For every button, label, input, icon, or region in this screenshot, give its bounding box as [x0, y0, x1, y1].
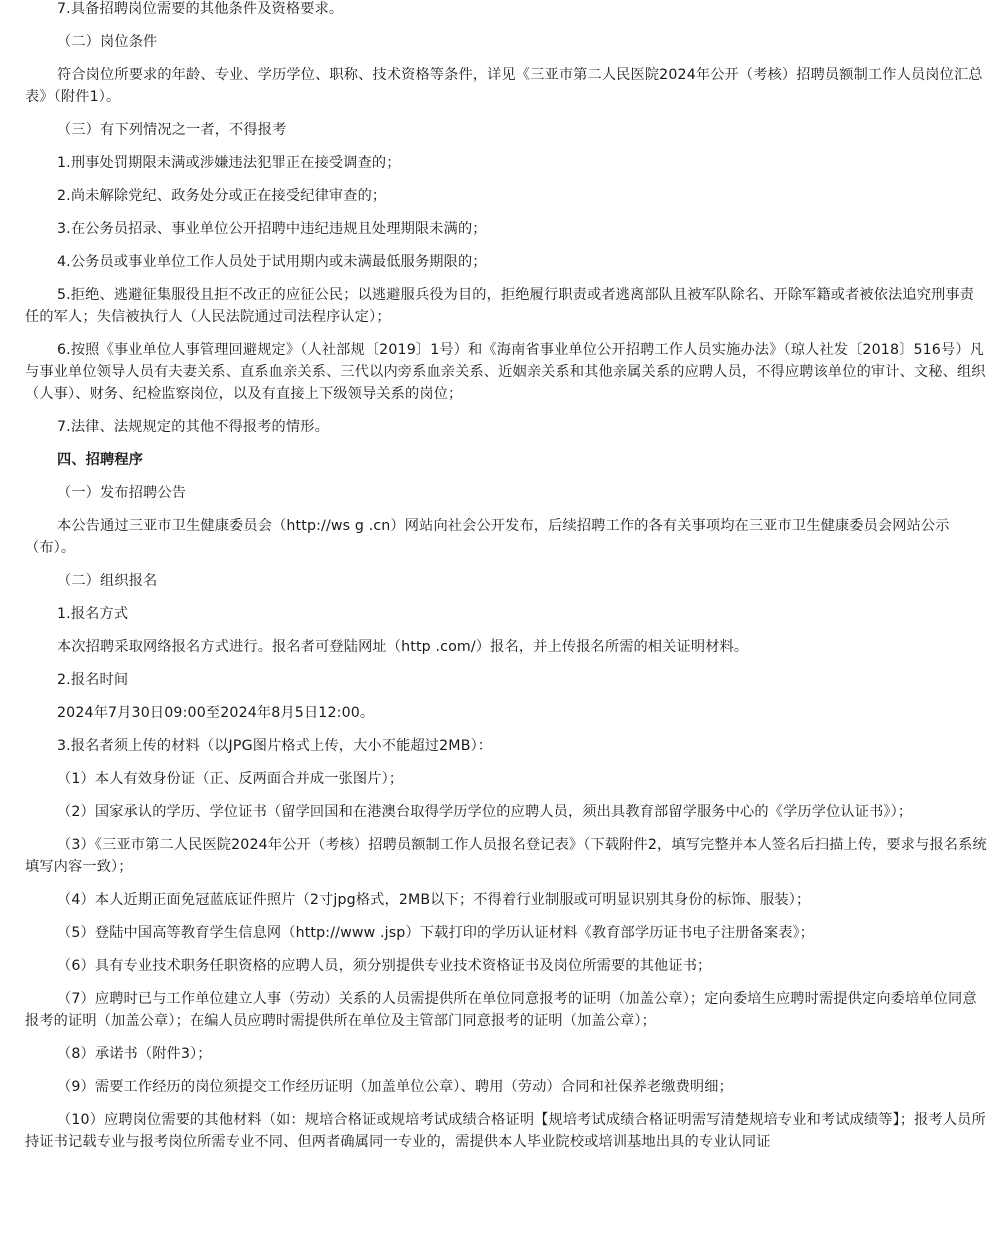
paragraph-registration-method: 本次招聘采取网络报名方式进行。报名者可登陆网址（http .com/）报名，并上传报名所需的相关证明材料。	[57, 639, 749, 655]
paragraph-publish-announcement: 本公告通过三亚市卫生健康委员会（http://ws g .cn）网站向社会公开发布，后续招聘工作的各有关事项均在三亚市卫生健康委员会网站公示（布）。	[25, 518, 950, 556]
material-item-3: （3）《三亚市第二人民医院2024年公开（考核）招聘员额制工作人员报名登记表》（下载附件2，填写完整并本人签名后扫描上传，要求与报名系统填写内容一致）；	[25, 837, 987, 875]
material-item-8: （8）承诺书（附件3）；	[57, 1046, 212, 1062]
ineligible-item-6: 6.按照《事业单位人事管理回避规定》（人社部规〔2019〕1号）和《海南省事业单位公开招聘工作人员实施办法》（琼人社发〔2018〕516号）凡与事业单位领导人员有夫妻关系、直系血亲关系、三代以内旁系血亲关系、近姻亲关系和其他亲属关系的应聘人员，不得应聘该单位的审计、文秘、组织（人事）、财务、纪检监察岗位，以及有直接上下级领导关系的岗位；	[25, 342, 986, 402]
subsection-registration-time: 2.报名时间	[57, 672, 129, 688]
subsection-registration-method: 1.报名方式	[57, 606, 129, 622]
material-item-4: （4）本人近期正面免冠蓝底证件照片（2寸jpg格式，2MB以下；不得着行业制服或可明显识别其身份的标饰、服装）；	[57, 892, 811, 908]
ineligible-item-5: 5.拒绝、逃避征集服役且拒不改正的应征公民；以逃避服兵役为目的，拒绝履行职责或者逃离部队且被军队除名、开除军籍或者被依法追究刑事责任的军人；失信被执行人（人民法院通过司法程序认定）；	[25, 287, 975, 325]
section-heading-recruitment-procedure: 四、招聘程序	[57, 452, 144, 468]
material-item-1: （1）本人有效身份证（正、反两面合并成一张图片）；	[57, 771, 404, 787]
section-organize-registration: （二）组织报名	[57, 573, 158, 589]
material-item-6: （6）具有专业技术职务任职资格的应聘人员，须分别提供专业技术资格证书及岗位所需要的其他证书；	[57, 958, 712, 974]
ineligible-item-7: 7.法律、法规规定的其他不得报考的情形。	[57, 419, 329, 435]
section-publish-announcement: （一）发布招聘公告	[57, 485, 187, 501]
document-body	[25, 0, 987, 1153]
material-item-5: （5）登陆中国高等教育学生信息网（http://www .jsp）下载打印的学历认证材料《教育部学历证书电子注册备案表》；	[57, 925, 815, 941]
paragraph-registration-time: 2024年7月30日09:00至2024年8月5日12:00。	[57, 705, 375, 721]
section-ineligible: （三）有下列情况之一者，不得报考	[57, 122, 287, 138]
material-item-2: （2）国家承认的学历、学位证书（留学回国和在港澳台取得学历学位的应聘人员，须出具教育部留学服务中心的《学历学位认证书》）；	[57, 804, 913, 820]
ineligible-item-4: 4.公务员或事业单位工作人员处于试用期内或未满最低服务期限的；	[57, 254, 487, 270]
material-item-10: （10）应聘岗位需要的其他材料（如：规培合格证或规培考试成绩合格证明【规培考试成绩合格证明需写清楚规培专业和考试成绩等】；报考人员所持证书记载专业与报考岗位所需专业不同、但两者确属同一专业的，需提供本人毕业院校或培训基地出具的专业认同证	[25, 1112, 986, 1150]
paragraph-requirement-7: 7.具备招聘岗位需要的其他条件及资格要求。	[57, 1, 344, 17]
paragraph-post-conditions: 符合岗位所要求的年龄、专业、学历学位、职称、技术资格等条件，详见《三亚市第二人民医院2024年公开（考核）招聘员额制工作人员岗位汇总表》（附件1）。	[25, 67, 983, 105]
subsection-upload-materials: 3.报名者须上传的材料（以JPG图片格式上传，大小不能超过2MB）：	[57, 738, 493, 754]
ineligible-item-1: 1.刑事处罚期限未满或涉嫌违法犯罪正在接受调查的；	[57, 155, 401, 171]
section-post-conditions: （二）岗位条件	[57, 34, 158, 50]
ineligible-item-3: 3.在公务员招录、事业单位公开招聘中违纪违规且处理期限未满的；	[57, 221, 487, 237]
ineligible-item-2: 2.尚未解除党纪、政务处分或正在接受纪律审查的；	[57, 188, 387, 204]
material-item-9: （9）需要工作经历的岗位须提交工作经历证明（加盖单位公章）、聘用（劳动）合同和社保养老缴费明细；	[57, 1079, 733, 1095]
material-item-7: （7）应聘时已与工作单位建立人事（劳动）关系的人员需提供所在单位同意报考的证明（加盖公章）；定向委培生应聘时需提供定向委培单位同意报考的证明（加盖公章）；在编人员应聘时需提供所在单位及主管部门同意报考的证明（加盖公章）；	[25, 991, 977, 1029]
